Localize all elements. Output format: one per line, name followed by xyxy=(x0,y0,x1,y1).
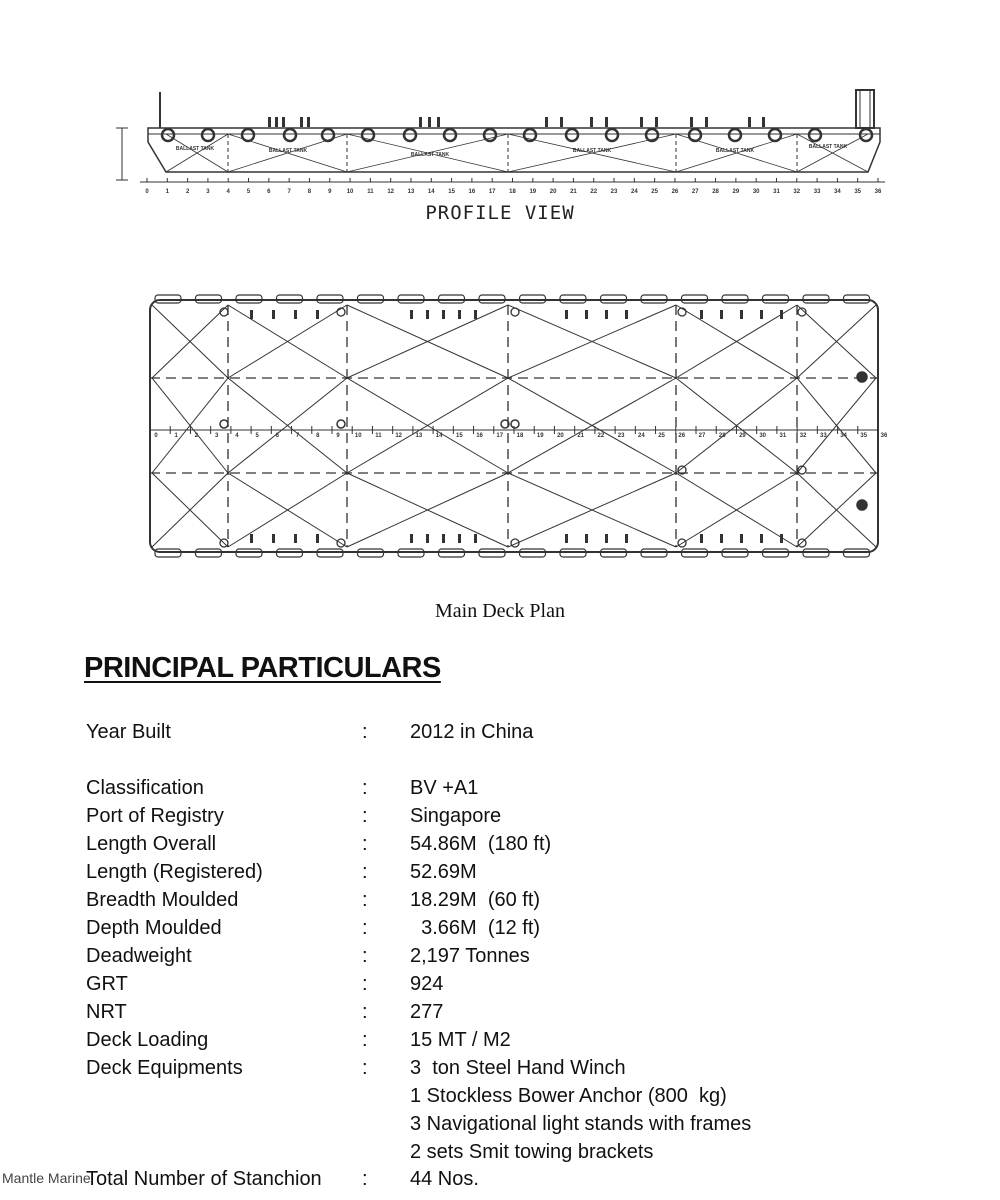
separator-colon: : xyxy=(362,1168,368,1190)
profile-stanchion xyxy=(748,117,751,127)
profile-bollard xyxy=(809,129,821,141)
deck-stanchion xyxy=(426,310,429,319)
particulars-row xyxy=(0,914,1000,942)
deck-stanchion xyxy=(585,534,588,543)
particulars-row xyxy=(0,998,1000,1026)
particular-label: Total Number of Stanchion xyxy=(86,1168,322,1190)
particulars-row xyxy=(0,718,1000,746)
profile-light-stand xyxy=(856,90,874,128)
deck-frame-number: 13 xyxy=(415,433,423,439)
particulars-row xyxy=(0,802,1000,830)
profile-tank-label: BALLAST TANK xyxy=(410,152,450,158)
deck-stanchion xyxy=(720,534,723,543)
particular-value: Singapore xyxy=(410,805,502,827)
profile-frame-number: 0 xyxy=(145,189,149,195)
profile-stanchion xyxy=(437,117,440,127)
principal-particulars-heading: PRINCIPAL PARTICULARS xyxy=(84,652,441,684)
profile-view-caption: PROFILE VIEW xyxy=(425,202,575,224)
deck-stanchion xyxy=(565,310,568,319)
particulars-row xyxy=(0,1138,1000,1166)
deck-frame-number: 4 xyxy=(235,433,239,439)
deck-frame-number: 32 xyxy=(799,433,807,439)
profile-stanchion xyxy=(705,117,708,127)
profile-bollard xyxy=(729,129,741,141)
deck-frame-number: 6 xyxy=(275,433,280,439)
particular-value: BV +A1 xyxy=(410,777,479,799)
deck-frame-number: 5 xyxy=(255,433,259,439)
separator-colon: : xyxy=(362,805,368,827)
deck-frame-number: 26 xyxy=(678,433,686,439)
deck-stanchion xyxy=(740,534,743,543)
deck-frame-number: 14 xyxy=(435,433,443,439)
profile-frame-number: 30 xyxy=(752,189,760,195)
profile-bollard xyxy=(689,129,701,141)
particular-label: Deadweight xyxy=(86,945,192,967)
particulars-row xyxy=(0,858,1000,886)
deck-stanchion xyxy=(250,310,253,319)
profile-frame-number: 19 xyxy=(529,189,537,195)
deck-frame-number: 8 xyxy=(316,433,320,439)
particulars-row xyxy=(0,942,1000,970)
particulars-row xyxy=(0,1054,1000,1082)
deck-frame-number: 31 xyxy=(779,433,787,439)
deck-bitt xyxy=(220,420,228,428)
separator-colon: : xyxy=(362,777,368,799)
deck-stanchion xyxy=(458,534,461,543)
profile-frame-number: 17 xyxy=(488,189,496,195)
profile-frame-number: 20 xyxy=(549,189,557,195)
profile-frame-number: 6 xyxy=(267,189,271,195)
profile-frame-number: 28 xyxy=(712,189,719,195)
profile-frame-number: 32 xyxy=(793,189,801,195)
profile-tank-label: BALLAST TANK xyxy=(572,148,612,154)
profile-frame-number: 8 xyxy=(307,189,312,195)
particular-label: Deck Equipments xyxy=(86,1057,243,1079)
particulars-row xyxy=(0,1082,1000,1110)
particulars-row xyxy=(0,1165,1000,1193)
separator-colon: : xyxy=(362,1057,368,1079)
profile-tank-label: BALLAST TANK xyxy=(715,148,755,154)
particular-value: 3 Navigational light stands with frames xyxy=(410,1113,752,1135)
deck-bitt xyxy=(511,308,519,316)
deck-stanchion xyxy=(700,310,703,319)
deck-stanchion xyxy=(740,310,743,319)
profile-frame-number: 36 xyxy=(874,189,882,195)
profile-frame-number: 35 xyxy=(854,189,862,195)
deck-stanchion xyxy=(700,534,703,543)
profile-stanchion xyxy=(428,117,431,127)
particulars-row xyxy=(0,830,1000,858)
deck-frame-number: 20 xyxy=(557,433,564,439)
profile-frame-number: 31 xyxy=(773,189,780,195)
particular-label: Classification xyxy=(86,777,204,799)
deck-stanchion xyxy=(426,534,429,543)
main-deck-plan-caption: Main Deck Plan xyxy=(435,600,565,622)
separator-colon: : xyxy=(362,721,368,743)
profile-tank-label: BALLAST TANK xyxy=(808,144,848,150)
deck-stanchion xyxy=(625,310,628,319)
separator-colon: : xyxy=(362,889,368,911)
deck-frame-number: 10 xyxy=(354,433,362,439)
particulars-row xyxy=(0,1026,1000,1054)
deck-frame-number: 7 xyxy=(295,433,300,439)
particular-label: Length Overall xyxy=(86,833,217,855)
profile-stanchion xyxy=(268,117,271,127)
profile-frame-number: 11 xyxy=(367,189,374,195)
particular-value: 2 sets Smit towing brackets xyxy=(410,1141,654,1163)
profile-stanchion xyxy=(560,117,563,127)
deck-frame-number: 34 xyxy=(840,433,847,439)
deck-frame-number: 30 xyxy=(759,433,767,439)
deck-frame-number: 36 xyxy=(880,433,888,439)
deck-frame-number: 18 xyxy=(516,433,524,439)
deck-frame-number: 29 xyxy=(739,433,746,439)
profile-stanchion xyxy=(640,117,643,127)
deck-stanchion xyxy=(442,534,445,543)
deck-stanchion xyxy=(294,310,297,319)
profile-stanchion xyxy=(762,117,765,127)
particular-value: 3 ton Steel Hand Winch xyxy=(410,1057,626,1079)
profile-bollard xyxy=(284,129,296,141)
profile-stanchion xyxy=(590,117,593,127)
profile-tank-label: BALLAST TANK xyxy=(268,148,308,154)
deck-frame-number: 19 xyxy=(536,433,544,439)
particular-label: Port of Registry xyxy=(86,805,224,827)
profile-frame-number: 5 xyxy=(246,189,251,195)
profile-stanchion xyxy=(655,117,658,127)
deck-stanchion xyxy=(272,310,275,319)
profile-tank-label: BALLAST TANK xyxy=(175,146,215,152)
deck-stanchion xyxy=(720,310,723,319)
deck-bitt xyxy=(511,420,519,428)
profile-frame-number: 22 xyxy=(590,189,598,195)
particular-label: Length (Registered) xyxy=(86,861,263,883)
deck-stanchion xyxy=(474,310,477,319)
profile-stanchion xyxy=(275,117,278,127)
deck-frame-number: 2 xyxy=(194,433,199,439)
particular-label: Depth Moulded xyxy=(86,917,222,939)
separator-colon: : xyxy=(362,945,368,967)
profile-bollard xyxy=(322,129,334,141)
separator-colon: : xyxy=(362,917,368,939)
deck-winch xyxy=(857,372,867,382)
profile-view-drawing xyxy=(116,90,885,195)
separator-colon: : xyxy=(362,833,368,855)
profile-frame-number: 34 xyxy=(834,189,841,195)
particular-value: 2,197 Tonnes xyxy=(410,945,530,967)
particulars-row xyxy=(0,1110,1000,1138)
profile-bollard xyxy=(444,129,456,141)
profile-bollard xyxy=(404,129,416,141)
deck-stanchion xyxy=(760,534,763,543)
profile-stanchion xyxy=(300,117,303,127)
deck-frame-number: 35 xyxy=(860,433,868,439)
profile-bollard xyxy=(566,129,578,141)
profile-frame-number: 24 xyxy=(630,189,638,195)
deck-frame-number: 11 xyxy=(375,433,382,439)
profile-frame-number: 14 xyxy=(427,189,435,195)
deck-stanchion xyxy=(272,534,275,543)
particular-value: 18.29M (60 ft) xyxy=(410,889,541,911)
profile-frame-number: 12 xyxy=(387,189,395,195)
particular-label: Year Built xyxy=(86,721,171,743)
deck-stanchion xyxy=(410,310,413,319)
profile-stanchion xyxy=(690,117,693,127)
particular-value: 3.66M (12 ft) xyxy=(410,917,541,939)
deck-frame-number: 3 xyxy=(214,433,219,439)
deck-stanchion xyxy=(250,534,253,543)
profile-frame-number: 9 xyxy=(328,189,332,195)
deck-frame-number: 0 xyxy=(154,433,158,439)
profile-frame-number: 26 xyxy=(671,189,679,195)
profile-frame-number: 27 xyxy=(691,189,699,195)
deck-frame-number: 1 xyxy=(174,433,178,439)
particular-value: 52.69M xyxy=(410,861,477,883)
profile-stanchion xyxy=(419,117,422,127)
deck-stanchion xyxy=(565,534,568,543)
particular-value: 54.86M (180 ft) xyxy=(410,833,552,855)
profile-stanchion xyxy=(282,117,285,127)
deck-frame-number: 15 xyxy=(455,433,463,439)
deck-stanchion xyxy=(442,310,445,319)
profile-frame-number: 13 xyxy=(407,189,415,195)
particular-label: NRT xyxy=(86,1001,127,1023)
deck-frame-number: 27 xyxy=(698,433,706,439)
profile-stanchion xyxy=(545,117,548,127)
deck-stanchion xyxy=(410,534,413,543)
deck-stanchion xyxy=(605,534,608,543)
particular-label: GRT xyxy=(86,973,128,995)
profile-bollard xyxy=(202,129,214,141)
particulars-row xyxy=(0,774,1000,802)
main-deck-plan-drawing xyxy=(150,295,888,557)
separator-colon: : xyxy=(362,861,368,883)
particular-value: 2012 in China xyxy=(410,721,534,743)
deck-frame-number: 23 xyxy=(617,433,625,439)
profile-frame-number: 21 xyxy=(570,189,577,195)
deck-stanchion xyxy=(294,534,297,543)
watermark-text: Mantle Marine xyxy=(2,1170,91,1186)
profile-frame-number: 16 xyxy=(468,189,476,195)
particular-value: 277 xyxy=(410,1001,444,1023)
profile-frame-number: 2 xyxy=(185,189,190,195)
particular-value: 44 Nos. xyxy=(410,1168,479,1190)
profile-frame-number: 7 xyxy=(287,189,291,195)
deck-winch xyxy=(857,500,867,510)
deck-stanchion xyxy=(458,310,461,319)
profile-frame-number: 1 xyxy=(165,189,169,195)
separator-colon: : xyxy=(362,973,368,995)
profile-frame-number: 23 xyxy=(610,189,618,195)
deck-frame-number: 24 xyxy=(637,433,645,439)
profile-frame-number: 10 xyxy=(346,189,354,195)
profile-bollard xyxy=(606,129,618,141)
particular-value: 1 Stockless Bower Anchor (800 kg) xyxy=(410,1085,727,1107)
deck-frame-number: 12 xyxy=(395,433,403,439)
separator-colon: : xyxy=(362,1029,368,1051)
deck-stanchion xyxy=(316,534,319,543)
profile-frame-number: 3 xyxy=(206,189,210,195)
particular-label: Breadth Moulded xyxy=(86,889,239,911)
deck-frame-number: 22 xyxy=(597,433,605,439)
deck-frame-number: 28 xyxy=(718,433,726,439)
deck-frame-number: 16 xyxy=(476,433,483,439)
profile-stanchion xyxy=(605,117,608,127)
deck-frame-number: 9 xyxy=(336,433,340,439)
separator-colon: : xyxy=(362,1001,368,1023)
profile-frame-number: 29 xyxy=(732,189,740,195)
particular-value: 15 MT / M2 xyxy=(410,1029,511,1051)
deck-stanchion xyxy=(585,310,588,319)
profile-frame-number: 25 xyxy=(651,189,658,195)
deck-frame-number: 25 xyxy=(658,433,665,439)
deck-frame-number: 17 xyxy=(496,433,504,439)
deck-frame-number: 21 xyxy=(577,433,585,439)
deck-stanchion xyxy=(605,310,608,319)
profile-frame-number: 15 xyxy=(448,189,455,195)
deck-stanchion xyxy=(625,534,628,543)
deck-bitt xyxy=(337,420,345,428)
particulars-row xyxy=(0,886,1000,914)
particulars-row xyxy=(0,970,1000,998)
deck-stanchion xyxy=(760,310,763,319)
deck-stanchion xyxy=(316,310,319,319)
profile-frame-number: 33 xyxy=(813,189,821,195)
deck-stanchion xyxy=(474,534,477,543)
particular-value: 924 xyxy=(410,973,444,995)
profile-frame-number: 18 xyxy=(509,189,516,195)
profile-stanchion xyxy=(307,117,310,127)
profile-frame-number: 4 xyxy=(226,189,230,195)
particular-label: Deck Loading xyxy=(86,1029,209,1051)
deck-frame-number: 33 xyxy=(819,433,827,439)
